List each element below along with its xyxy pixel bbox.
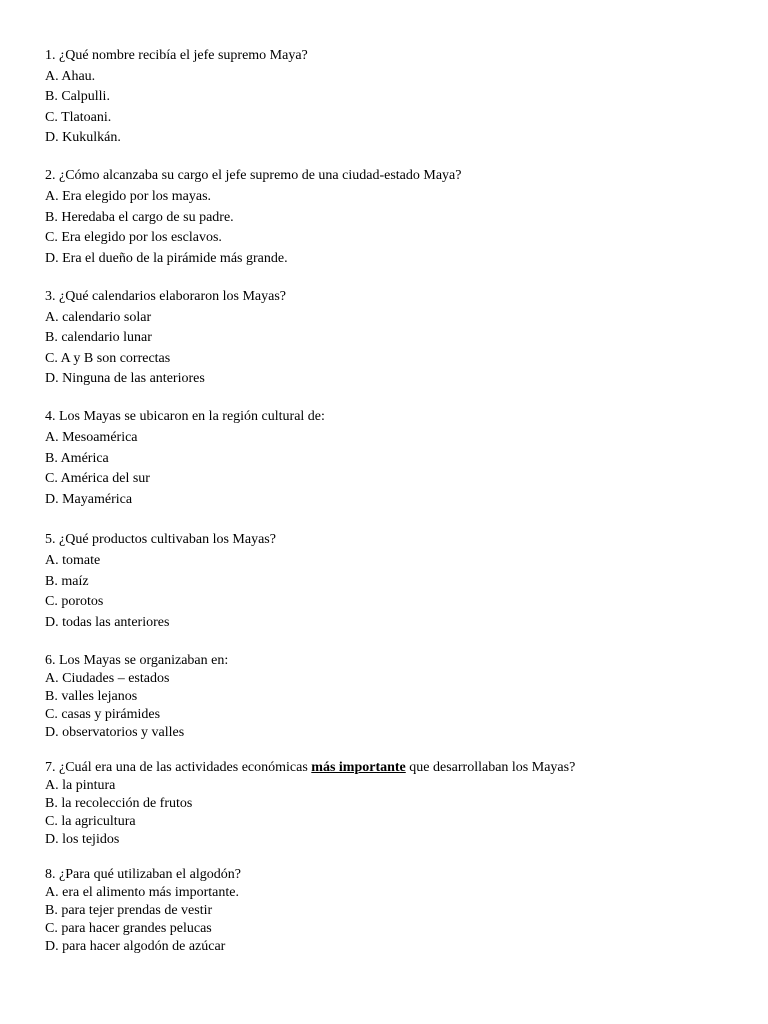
option-c: C. A y B son correctas bbox=[45, 350, 171, 366]
option-c: C. la agricultura bbox=[45, 814, 136, 830]
option-b: B. para tejer prendas de vestir bbox=[45, 903, 213, 919]
question-title-start: 7. ¿Cuál era una de las actividades económicas bbox=[45, 760, 312, 776]
option-list bbox=[45, 551, 745, 633]
option-d: D. observatorios y valles bbox=[45, 724, 185, 740]
option-c: C. para hacer grandes pelucas bbox=[45, 921, 212, 937]
option-d: D. Ninguna de las anteriores bbox=[45, 371, 205, 387]
option-c: C. Era elegido por los esclavos. bbox=[45, 230, 222, 246]
option-c: C. casas y pirámides bbox=[45, 707, 161, 723]
option-b: B. maíz bbox=[45, 573, 89, 589]
question-title: 5. ¿Qué productos cultivaban los Mayas? bbox=[45, 532, 276, 548]
option-b: B. América bbox=[45, 450, 109, 466]
option-list bbox=[45, 308, 745, 390]
question-4 bbox=[45, 407, 745, 510]
question-title: 2. ¿Cómo alcanzaba su cargo el jefe supremo de una ciudad-estado Maya? bbox=[45, 168, 462, 184]
question-title: 8. ¿Para qué utilizaban el algodón? bbox=[45, 867, 241, 883]
option-c: C. porotos bbox=[45, 594, 104, 610]
option-a: A. Mesoamérica bbox=[45, 430, 138, 445]
option-list bbox=[45, 777, 745, 849]
question-3 bbox=[45, 287, 745, 390]
question-title: 4. Los Mayas se ubicaron en la región cultural de: bbox=[45, 409, 325, 425]
option-b: B. Calpulli. bbox=[45, 89, 110, 105]
option-a: A. la pintura bbox=[45, 778, 116, 794]
option-a: A. tomate bbox=[45, 552, 101, 568]
question-title: 6. Los Mayas se organizaban en: bbox=[45, 653, 229, 669]
option-a: A. calendario solar bbox=[45, 309, 152, 325]
option-c: C. Tlatoani. bbox=[45, 109, 112, 125]
option-b: B. Heredaba el cargo de su padre. bbox=[45, 209, 234, 225]
quiz-document bbox=[45, 46, 745, 973]
option-d: D. Era el dueño de la pirámide más grande. bbox=[45, 250, 288, 266]
question-7 bbox=[45, 759, 745, 849]
option-a: A. Ciudades – estados bbox=[45, 671, 170, 687]
option-b: B. valles lejanos bbox=[45, 689, 138, 705]
emphasized-phrase: más importante bbox=[311, 760, 406, 776]
question-1 bbox=[45, 46, 745, 149]
option-d: D. todas las anteriores bbox=[45, 614, 170, 630]
question-title-end: que desarrollaban los Mayas? bbox=[405, 760, 576, 776]
question-title bbox=[45, 759, 745, 777]
option-list bbox=[45, 187, 745, 269]
option-a: A. era el alimento más importante. bbox=[45, 885, 239, 901]
question-6 bbox=[45, 652, 745, 742]
option-d: D. para hacer algodón de azúcar bbox=[45, 939, 226, 955]
option-b: B. la recolección de frutos bbox=[45, 796, 193, 812]
question-2 bbox=[45, 166, 745, 269]
question-8 bbox=[45, 866, 745, 956]
option-list bbox=[45, 884, 745, 956]
option-d: D. los tejidos bbox=[45, 832, 120, 847]
option-b: B. calendario lunar bbox=[45, 330, 152, 346]
option-list bbox=[45, 428, 745, 510]
question-title: 3. ¿Qué calendarios elaboraron los Mayas? bbox=[45, 288, 287, 304]
option-c: C. América del sur bbox=[45, 471, 150, 487]
option-a: A. Era elegido por los mayas. bbox=[45, 189, 212, 205]
option-d: D. Kukulkán. bbox=[45, 130, 121, 146]
question-5 bbox=[45, 530, 745, 633]
option-a: A. Ahau. bbox=[45, 68, 96, 84]
option-d: D. Mayamérica bbox=[45, 491, 133, 507]
option-list bbox=[45, 670, 745, 742]
option-list bbox=[45, 67, 745, 149]
question-title: 1. ¿Qué nombre recibía el jefe supremo Maya? bbox=[45, 48, 308, 63]
